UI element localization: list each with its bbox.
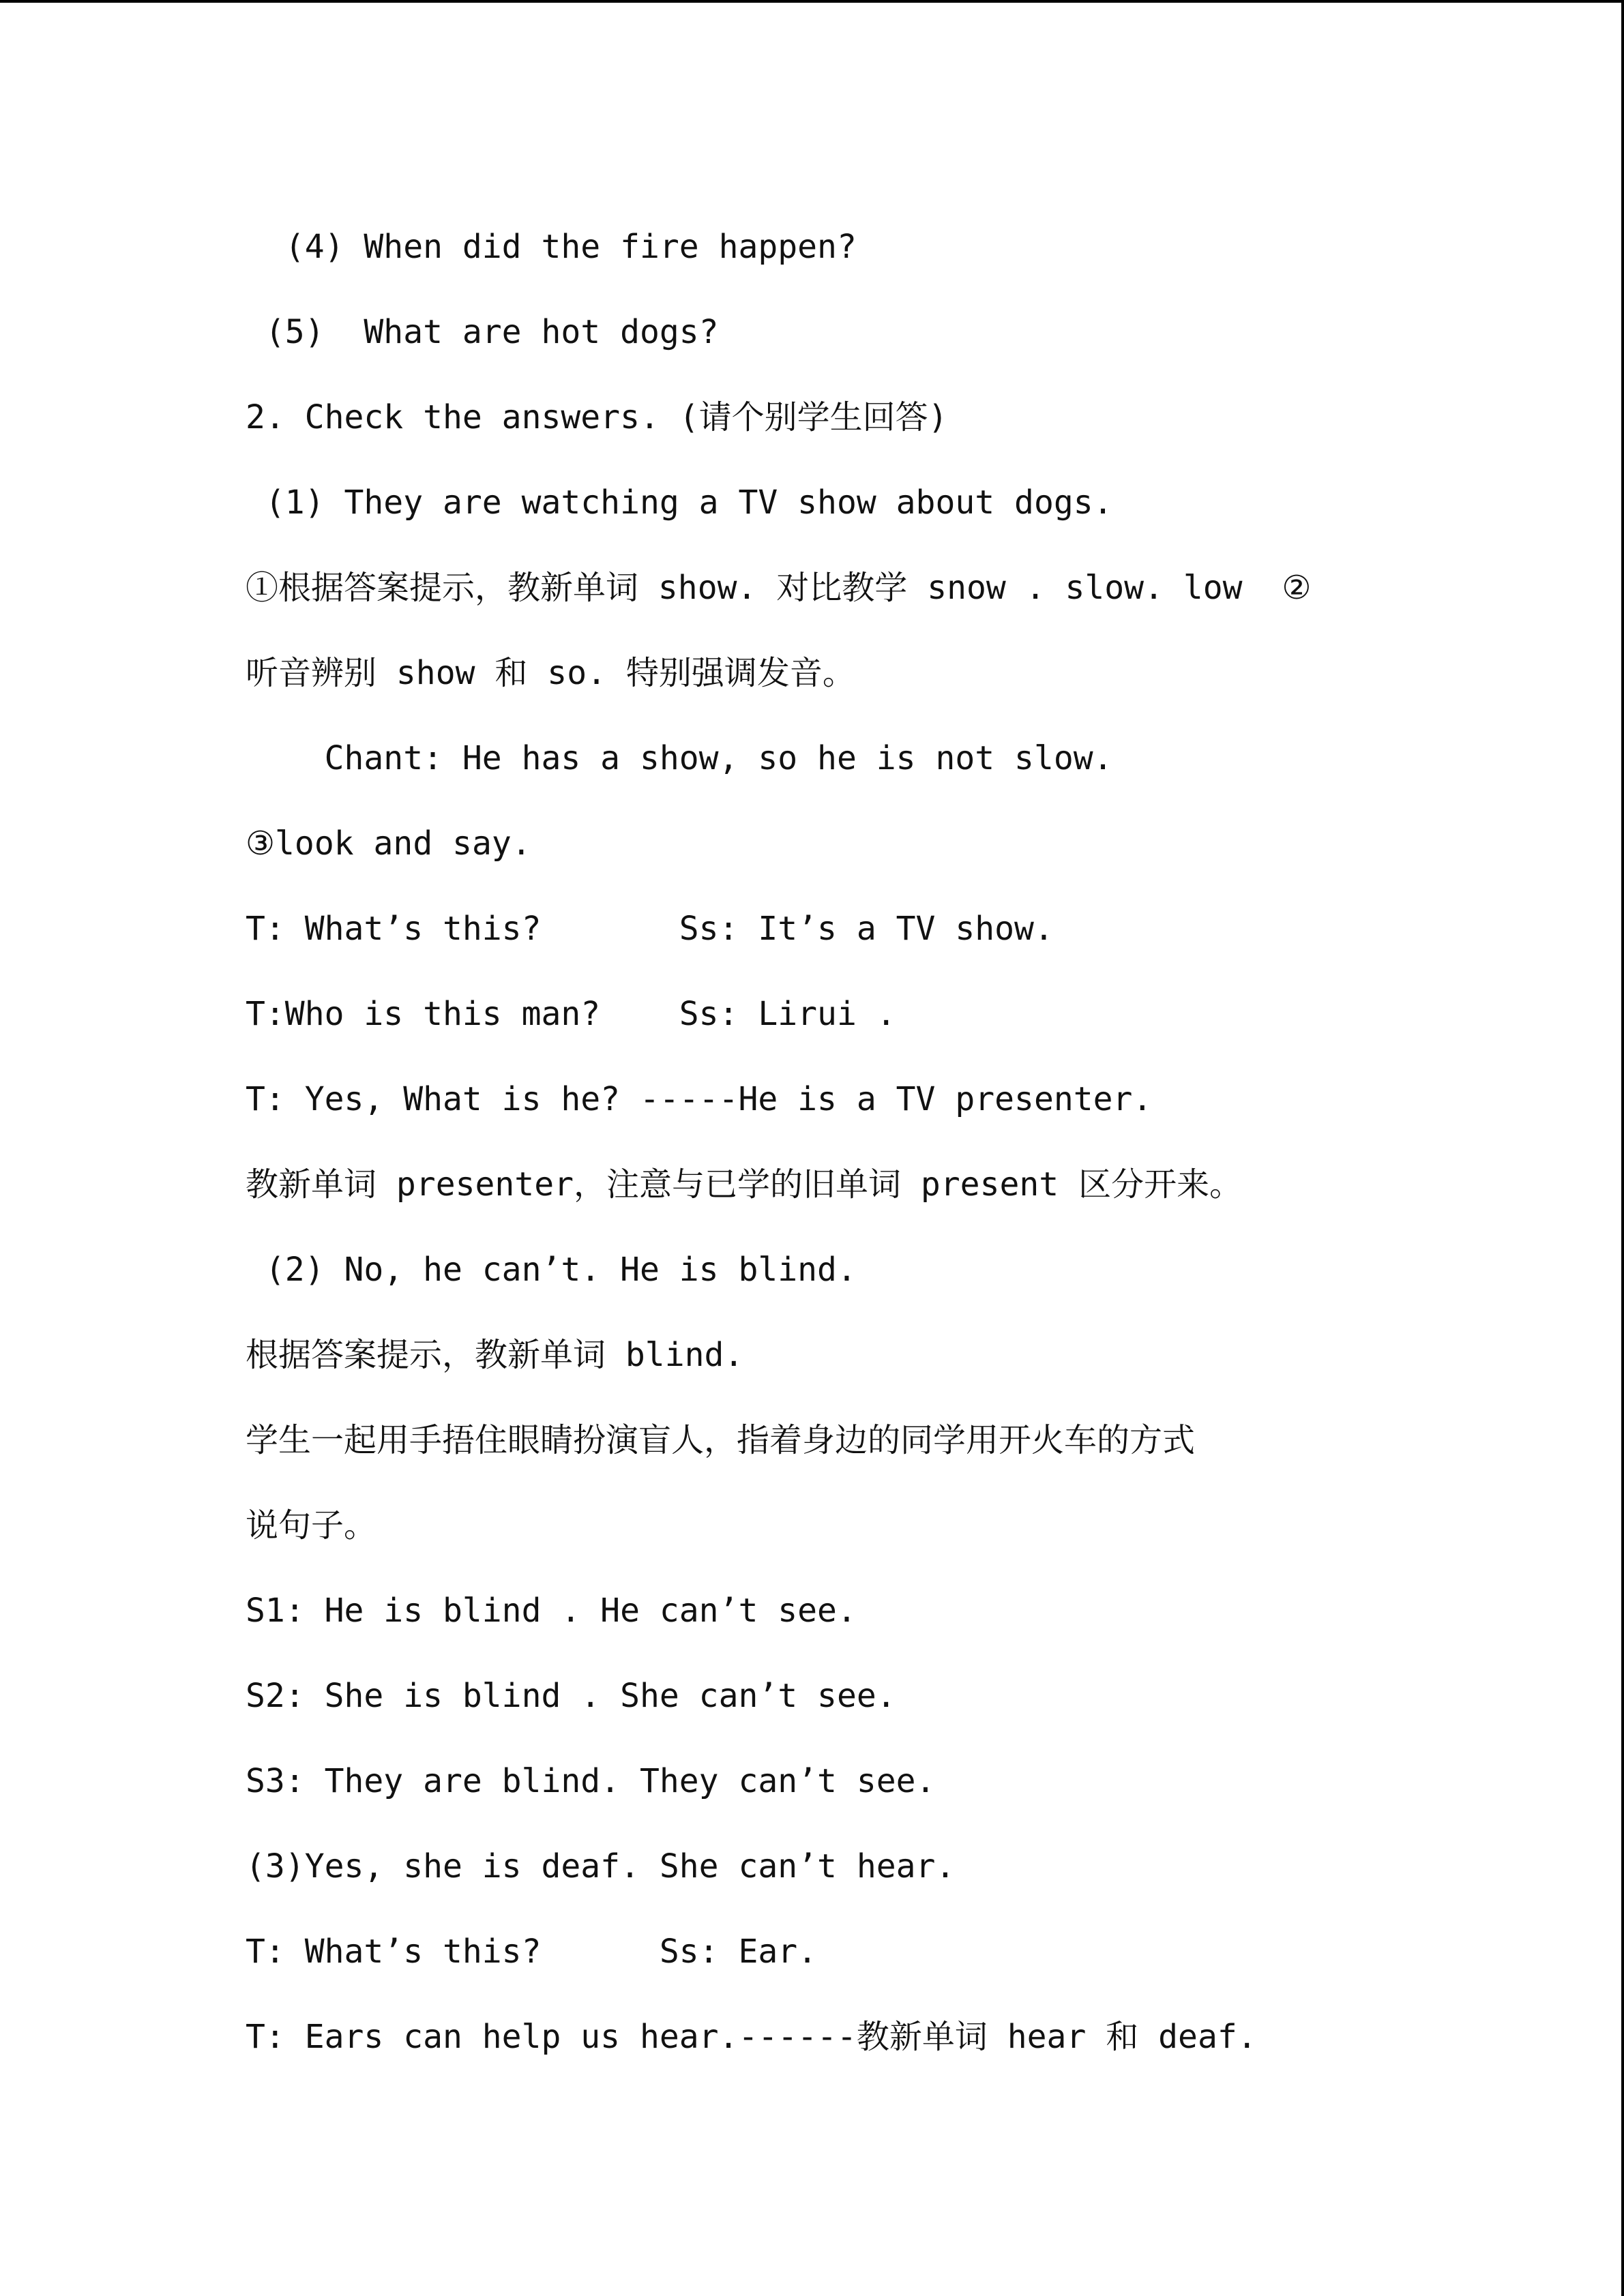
student-sentence: S3: They are blind. They can’t see. xyxy=(246,1762,936,1800)
activity-instruction: 学生一起用手捂住眼睛扮演盲人，指着身边的同学用开火车的方式 xyxy=(246,1421,1196,1459)
listen-distinguish: 听音辨别 show 和 so. 特别强调发音。 xyxy=(246,654,855,692)
step-check-answers: 2. Check the answers. (请个别学生回答) xyxy=(246,398,948,436)
answer-2: (2) No, he can’t. He is blind. xyxy=(246,1251,857,1289)
look-and-say: ③look and say. xyxy=(246,824,531,863)
dialogue-line: T:Who is this man? Ss: Lirui . xyxy=(246,995,896,1033)
teach-word-hear-deaf: T: Ears can help us hear.------教新单词 hear 和 deaf. xyxy=(246,2018,1257,2056)
question-5: (5) What are hot dogs? xyxy=(246,313,719,351)
teach-word-show: ①根据答案提示，教新单词 show. 对比教学 snow . slow. low ② xyxy=(246,569,1312,607)
question-4: (4) When did the fire happen? xyxy=(246,228,857,266)
activity-instruction-cont: 说句子。 xyxy=(246,1506,377,1545)
dialogue-line: T: What’s this? Ss: It’s a TV show. xyxy=(246,910,1054,948)
dialogue-line: T: Yes, What is he? -----He is a TV presenter. xyxy=(246,1080,1153,1118)
student-sentence: S1: He is blind . He can’t see. xyxy=(246,1592,857,1630)
answer-1: (1) They are watching a TV show about dogs. xyxy=(246,483,1113,522)
student-sentence: S2: She is blind . She can’t see. xyxy=(246,1677,896,1715)
page-right-border xyxy=(1621,0,1624,2296)
teach-word-presenter: 教新单词 presenter，注意与已学的旧单词 present 区分开来。 xyxy=(246,1165,1243,1204)
teach-word-blind: 根据答案提示，教新单词 blind. xyxy=(246,1336,744,1374)
chant-line: Chant: He has a show, so he is not slow. xyxy=(246,739,1113,777)
dialogue-line: T: What’s this? Ss: Ear. xyxy=(246,1933,818,1971)
page-top-border xyxy=(0,0,1624,3)
answer-3: (3)Yes, she is deaf. She can’t hear. xyxy=(246,1847,956,1885)
document-body xyxy=(246,205,1405,2080)
